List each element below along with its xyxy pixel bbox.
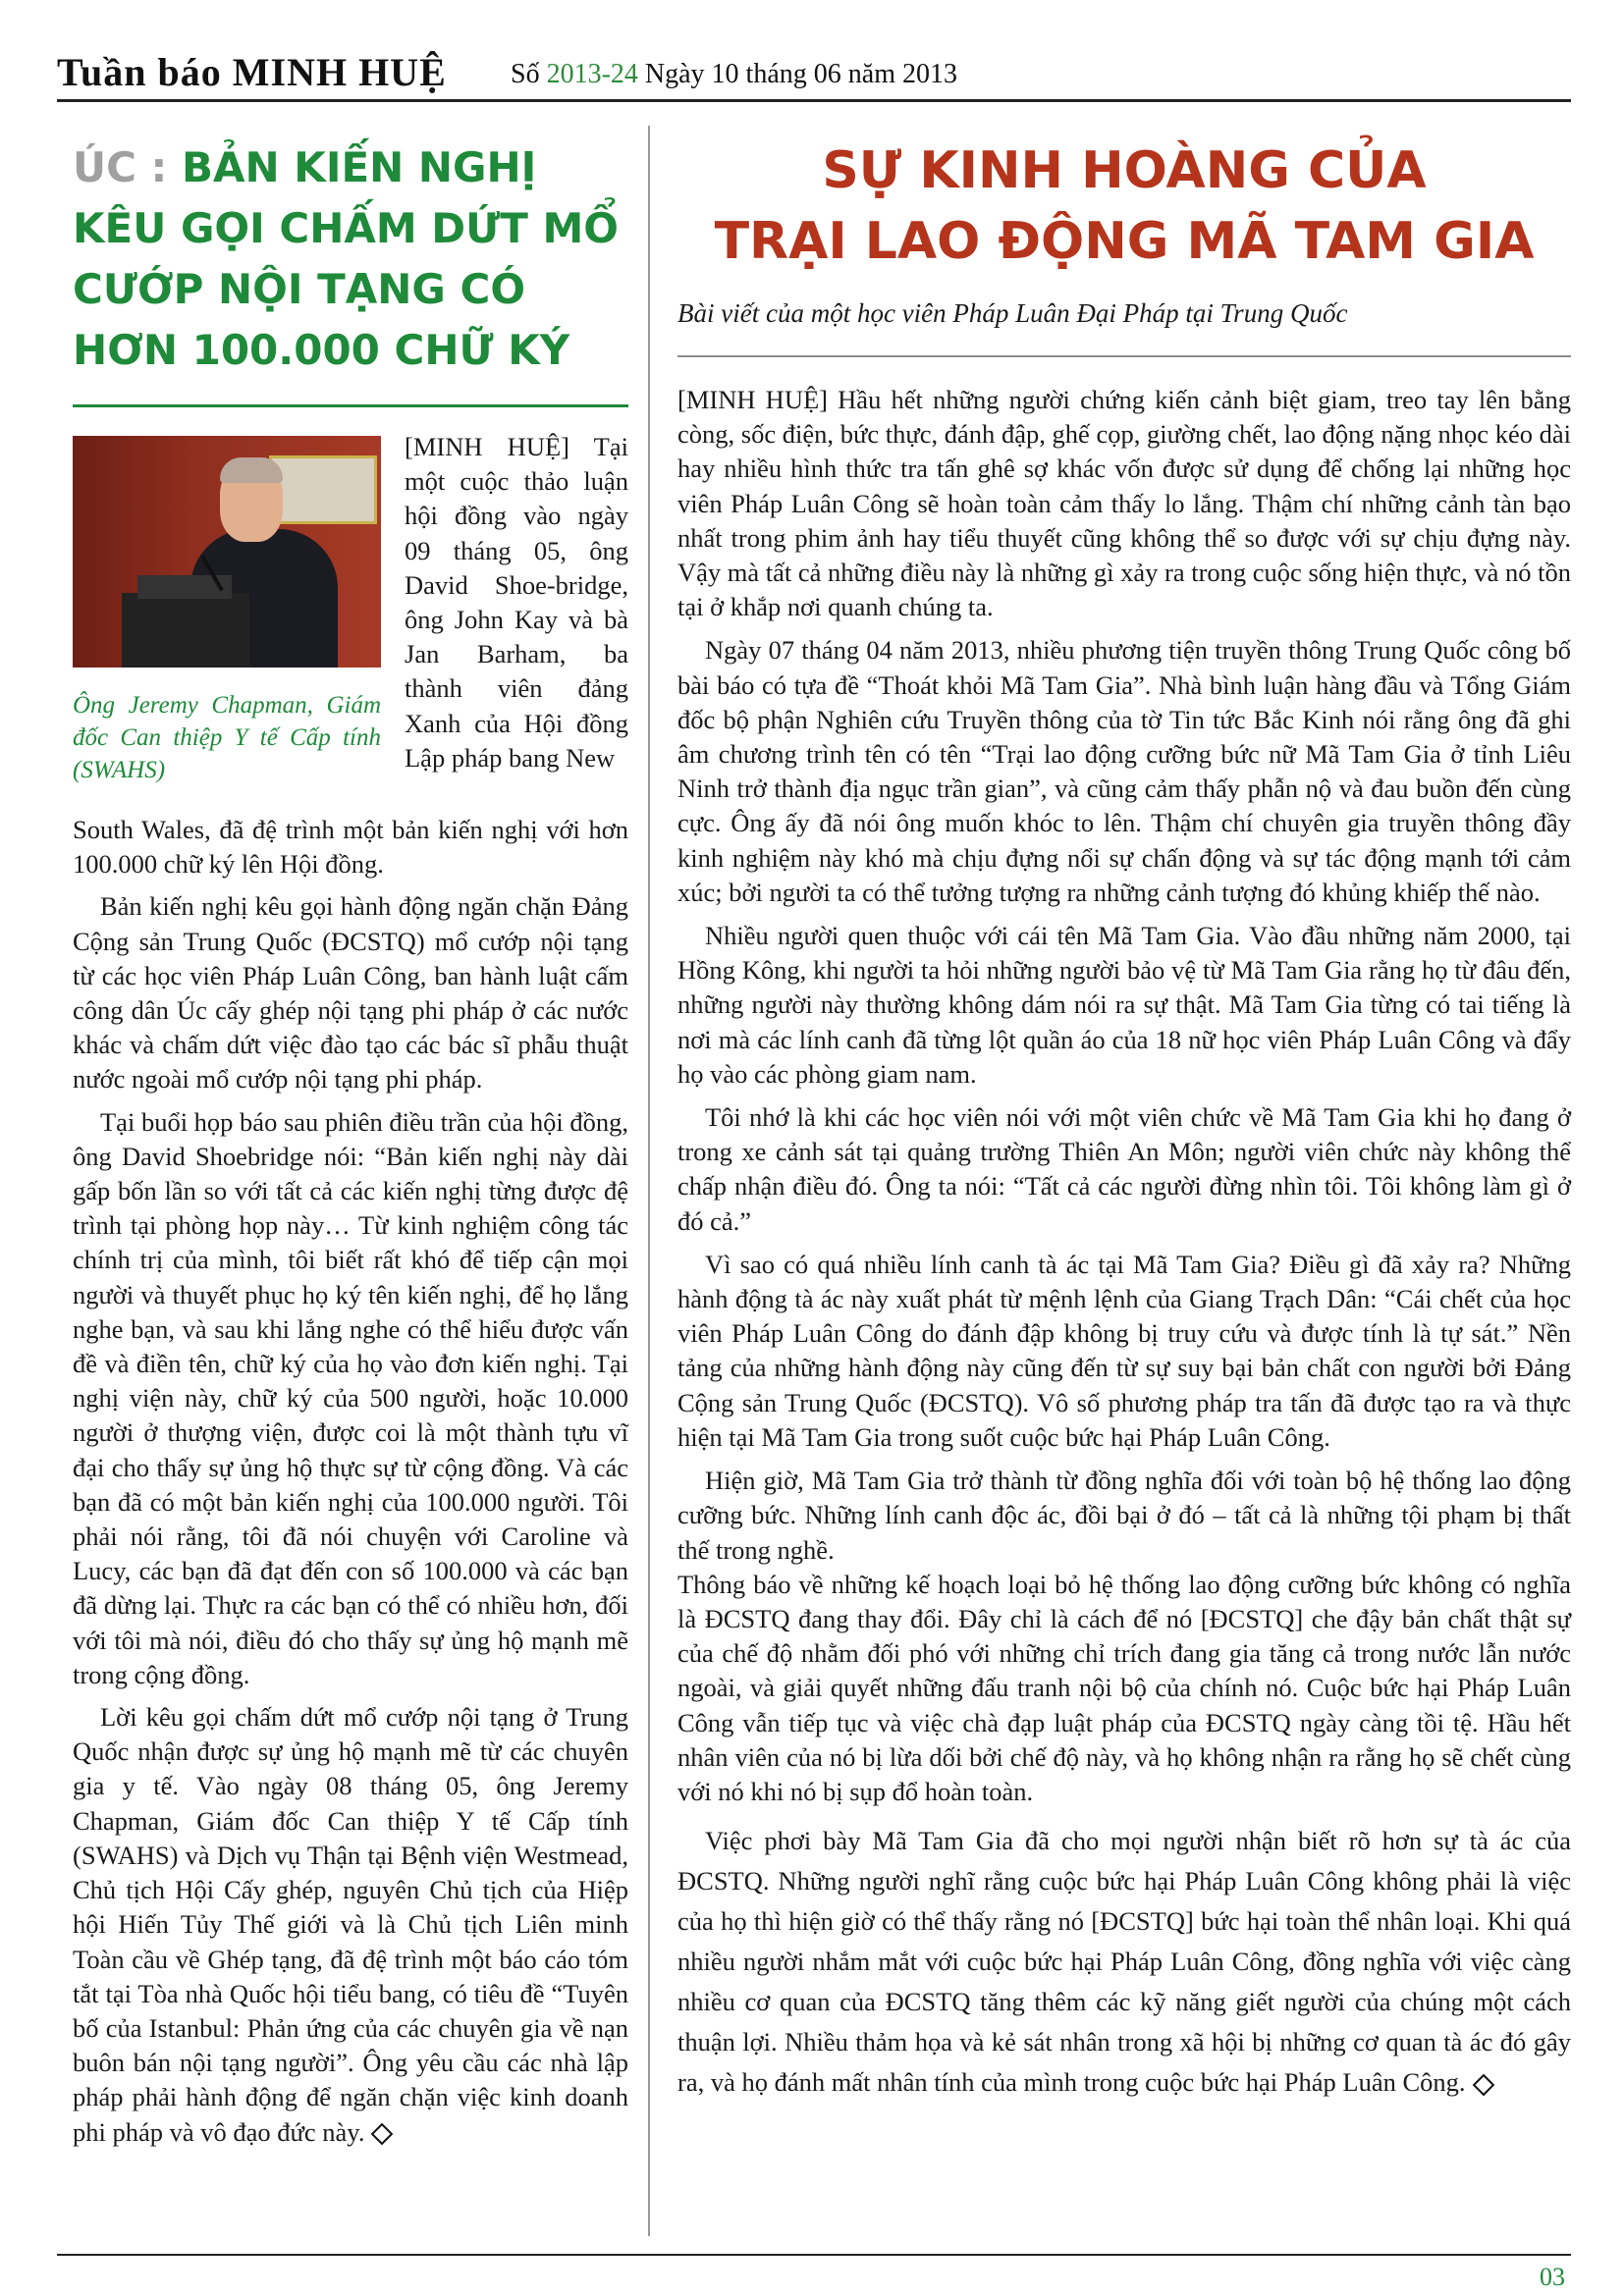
right-headline-rule [677, 355, 1571, 357]
right-paragraph-text: Việc phơi bày Mã Tam Gia đã cho mọi người nhận biết rõ hơn sự tà ác của ĐCSTQ. Những người nghĩ rằng cuộc bức hại Pháp Luân Công không phải là việc của họ thì hiện giờ có thể thấy rằng nó [ĐCSTQ] bức hại toàn thể nhân loại. Khi quá nhiều người nhắm mắt với cuộc bức hại Pháp Luân Công, đồng nghĩa với việc càng nhiều cơ quan của ĐCSTQ tăng thêm các kỹ năng giết người của chúng một cách thuận lợi. Nhiều thảm họa và kẻ sát nhân trong xã hội bị những cơ quan tà ác đó gây ra, và họ đánh mất nhân tính của mình trong cuộc bức hại Pháp Luân Công. [677, 1826, 1571, 2098]
page-number: 03 [1540, 2263, 1565, 2291]
left-intro-text: [MINH HUỆ] Tại một cuộc thảo luận hội đồng vào ngày 09 tháng 05, ông David Shoe-bridge, ông John Kay và bà Jan Barham, ba thành viên đảng Xanh của Hội đồng Lập pháp bang New [405, 432, 628, 773]
right-paragraph: Thông báo về những kế hoạch loại bỏ hệ thống lao động cưỡng bức không có nghĩa là ĐCSTQ đang thay đổi. Đây chỉ là cách để nó [ĐCSTQ] che đậy bản chất thật sự của chế độ nhằm đối phó với những chỉ trích đang gia tăng cả trong nước lẫn nước ngoài, và giải quyết những đấu tranh nội bộ của chính nó. Cuộc bức hại Pháp Luân Công vẫn tiếp tục và việc chà đạp luật pháp của ĐCSTQ ngày càng tồi tệ. Hầu hết nhân viên của nó bị lừa dối bởi chế độ này, và họ không nhận ra rằng họ sẽ chết cùng với nó khi nó bị sụp đổ hoàn toàn. [677, 1569, 1571, 1806]
right-paragraph: Hiện giờ, Mã Tam Gia trở thành từ đồng nghĩa đối với toàn bộ hệ thống lao động cưỡng bức. Những lính canh độc ác, đồi bại ở đó – tất cả là những tội phạm bị thất thế trong nghề. [677, 1466, 1571, 1565]
left-headline-text: BẢN KIẾN NGHỊ KÊU GỌI CHẤM DỨT MỔ CƯỚP NỘI TẠNG CÓ HƠN 100.000 CHỮ KÝ [73, 143, 620, 374]
footer-divider [57, 2254, 1571, 2256]
right-article-body [677, 383, 1571, 2103]
column-divider [648, 126, 650, 2236]
publication-title: Tuần báo MINH HUỆ [57, 50, 447, 94]
right-paragraph: Tôi nhớ là khi các học viên nói với một viên chức về Mã Tam Gia khi họ đang ở trong xe cảnh sát tại quảng trường Thiên An Môn; người viên chức này không thể chấp nhận điều đó. Ông ta nói: “Tất cả các người đừng nhìn tôi. Tôi không làm gì ở đó cả.” [677, 1102, 1571, 1236]
issue-date: Ngày 10 tháng 06 năm 2013 [644, 59, 957, 89]
issue-label: Số [511, 59, 540, 89]
issue-info [511, 59, 957, 90]
masthead [57, 47, 1571, 102]
left-paragraph: Tại buổi họp báo sau phiên điều trần của hội đồng, ông David Shoebridge nói: “Bản kiến nghị này dài gấp bốn lần so với tất cả các kiến nghị từng được đệ trình tại phòng họp này… Từ kinh nghiệm công tác chính trị của mình, tôi biết rất khó để tiếp cận mọi người và thuyết phục họ ký tên kiến nghị, để họ lắng nghe bạn, và sau khi lắng nghe có thể hiểu được vấn đề và điền tên, chữ ký của họ vào đơn kiến nghị. Tại nghị viện này, chữ ký của 500 người, hoặc 10.000 người ở thượng viện, được coi là một thành tựu vĩ đại cho thấy sự ủng hộ thực sự từ cộng đồng. Và các bạn đã có một bản kiến nghị của 100.000 người. Tôi phải nói rằng, tôi đã nói chuyện với Caroline và Lucy, các bạn đã đạt đến con số 100.000 và các bạn đã dừng lại. Thực ra các bạn có thể có nhiều hơn, đối với tôi mà nói, điều đó cho thấy sự ủng hộ mạnh mẽ trong cộng đồng. [73, 1106, 628, 1689]
left-article-body [73, 813, 628, 2150]
photo-caption: Ông Jeremy Chapman, Giám đốc Can thiệp Y tế Cấp tính (SWAHS) [73, 692, 381, 783]
right-headline [677, 135, 1571, 277]
right-paragraph: Nhiều người quen thuộc với cái tên Mã Tam Gia. Vào đầu những năm 2000, tại Hồng Kông, khi người ta hỏi những người bảo vệ từ Mã Tam Gia rằng họ từ đâu đến, những người này thường không dám nói ra sự thật. Mã Tam Gia từng có tai tiếng là nơi mà các lính canh đã từng lột quần áo của 18 nữ học viên Pháp Luân Công và đẩy họ vào các phòng giam nam. [677, 921, 1571, 1089]
right-headline-line2: TRẠI LAO ĐỘNG MÃ TAM GIA [714, 212, 1535, 271]
left-headline-prefix: ÚC : [73, 143, 168, 191]
masthead-divider [57, 99, 1571, 102]
left-article-header [73, 137, 628, 407]
right-headline-line1: SỰ KINH HOÀNG CỦA [822, 141, 1427, 200]
right-paragraph: [MINH HUỆ] Hầu hết những người chứng kiến cảnh biệt giam, treo tay lên bằng còng, sốc điện, bức thực, đánh đập, ghế cọp, giường chết, lao động nặng nhọc kéo dài hay nhiều hình thức tra tấn ghê sợ khác vốn được sử dụng để chống lại những học viên Pháp Luân Công sẽ hoàn toàn cảm thấy lo lắng. Thậm chí những cảnh tàn bạo nhất trong phim ảnh hay tiểu thuyết cũng không thể so được với sự chịu đựng này. Vậy mà tất cả những điều này là những gì xảy ra trong cuộc sống hiện thực, và nó tồn tại ở khắp nơi quanh chúng ta. [677, 385, 1571, 622]
speaker-photo [73, 436, 381, 667]
right-paragraph: Ngày 07 tháng 04 năm 2013, nhiều phương tiện truyền thông Trung Quốc công bố bài báo có tựa đề “Thoát khỏi Mã Tam Gia”. Nhà bình luận hàng đầu và Tổng Giám đốc bộ phận Nghiên cứu Truyền thông của tờ Tin tức Bắc Kinh nói rằng ông đã ghi âm chương trình tên có tên “Trại lao động cưỡng bức nữ Mã Tam Gia ở tỉnh Liêu Ninh trở thành địa ngục trần gian”, và cũng cảm thấy phẫn nộ và đau buồn đến cùng cực. Ông ấy đã nói ông muốn khóc to lên. Thậm chí chuyên gia truyền thông đầy kinh nghiệm này khó mà chịu đựng nổi sự chấn động và sự tác động mạnh tới cảm xúc; bởi người ta có thể tưởng tượng ra những cảnh tượng đó khủng khiếp thế nào. [677, 635, 1571, 907]
right-paragraph: Vì sao có quá nhiều lính canh tà ác tại Mã Tam Gia? Điều gì đã xảy ra? Những hành động tà ác này xuất phát từ mệnh lệnh của Giang Trạch Dân: “Cái chết của học viên Pháp Luân Công do đánh đập không bị truy cứu và được tính là tự sát.” Nền tảng của những hành động này cũng đến từ sự suy bại bản chất con người bởi Đảng Cộng sản Trung Quốc (ĐCSTQ). Vô số phương pháp tra tấn đã được tạo ra và thực hiện tại Mã Tam Gia trong suốt cuộc bức hại Pháp Luân Công. [677, 1249, 1571, 1452]
left-paragraph-last [73, 1700, 628, 2150]
left-headline [73, 137, 628, 381]
left-headline-rule [73, 404, 628, 407]
issue-number: 2013-24 [546, 59, 638, 89]
right-paragraph-last [677, 1821, 1571, 2103]
right-byline: Bài viết của một học viên Pháp Luân Đại Pháp tại Trung Quốc [677, 298, 1348, 328]
left-paragraph: South Wales, đã đệ trình một bản kiến nghị với hơn 100.000 chữ ký lên Hội đồng. [73, 815, 628, 880]
left-paragraph-text: Lời kêu gọi chấm dứt mổ cướp nội tạng ở Trung Quốc nhận được sự ủng hộ mạnh mẽ từ các chuyên gia y tế. Vào ngày 08 tháng 05, ông Jeremy Chapman, Giám đốc Can thiệp Y tế Cấp tính (SWAHS) và Dịch vụ Thận tại Bệnh viện Westmead, Chủ tịch Hội Cấy ghép, nguyên Chủ tịch của Hiệp hội Hiến Tủy Thế giới và là Chủ tịch Liên minh Toàn cầu về Ghép tạng, đã đệ trình một báo cáo tóm tắt tại Tòa nhà Quốc hội tiểu bang, có tiêu đề “Tuyên bố của Istanbul: Phản ứng của các chuyên gia về nạn buôn bán nội tạng người”. Ông yêu cầu các nhà lập pháp phải hành động để ngăn chặn việc kinh doanh phi pháp và vô đạo đức này. [73, 1702, 628, 2147]
left-paragraph: Bản kiến nghị kêu gọi hành động ngăn chặn Đảng Cộng sản Trung Quốc (ĐCSTQ) mổ cướp nội tạng từ các học viên Pháp Luân Công, ban hành luật cấm công dân Úc cấy ghép nội tạng phi pháp ở các nước khác và chấm dứt việc đào tạo các bác sĩ phẫu thuật nước ngoài mổ cướp nội tạng phi pháp. [73, 891, 628, 1095]
end-of-article-icon [371, 2123, 394, 2146]
end-of-article-icon [1472, 2074, 1494, 2097]
article-photo-block [73, 436, 381, 786]
